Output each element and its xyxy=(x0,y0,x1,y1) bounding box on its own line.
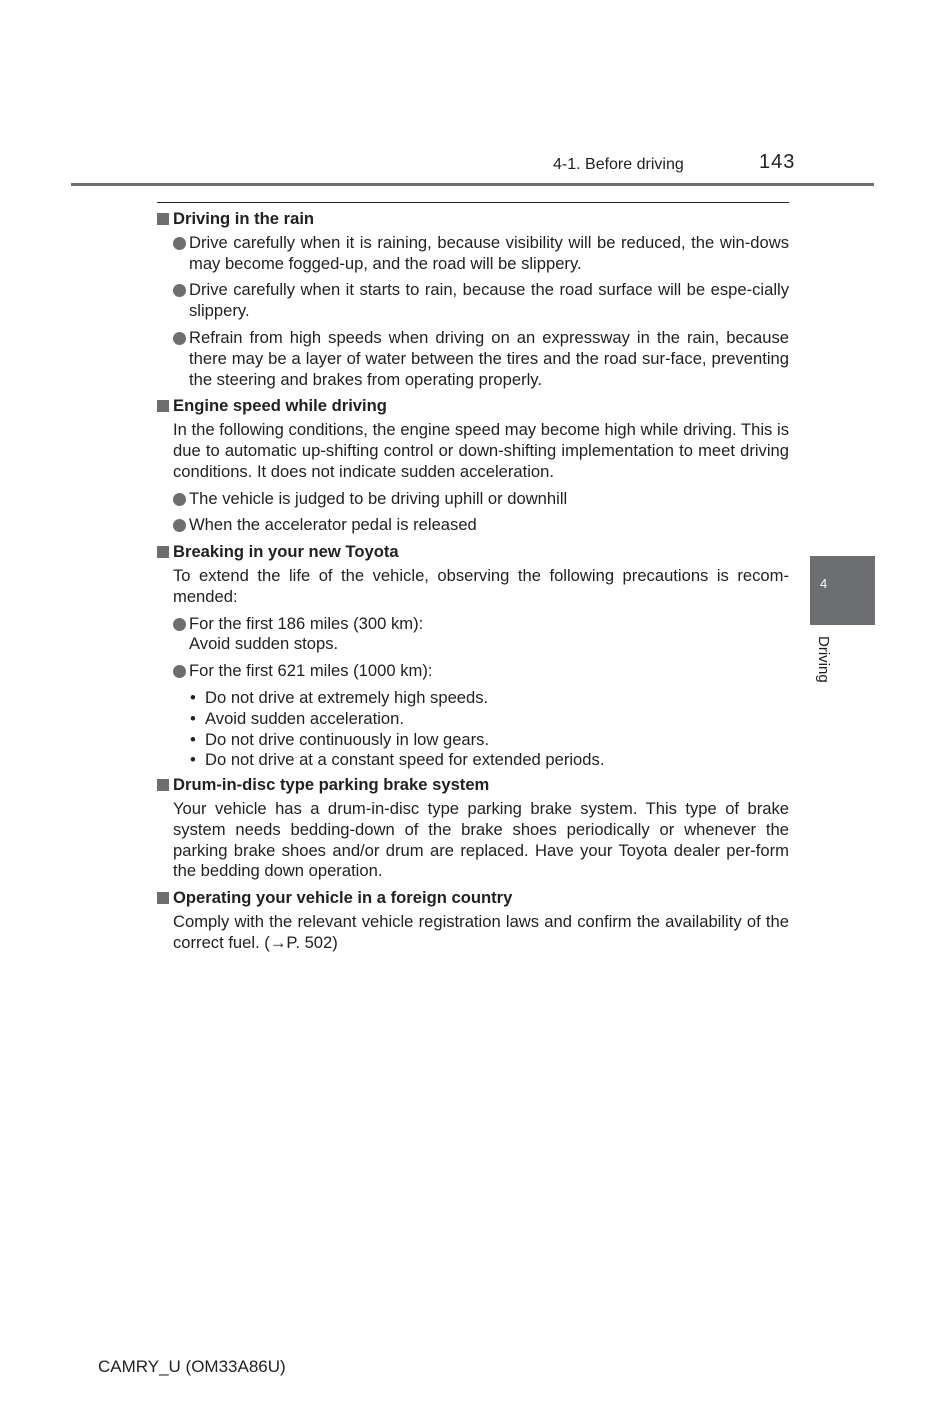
sub-list-item-text: Avoid sudden acceleration. xyxy=(205,708,404,728)
section-paragraph: Comply with the relevant vehicle registration laws and confirm the availability of the correct fuel. (→P. 502) xyxy=(173,911,789,952)
page-number: 143 xyxy=(759,151,796,173)
list-item-text: Avoid sudden stops. xyxy=(189,634,339,654)
list-item xyxy=(173,661,789,682)
section-heading-text: Engine speed while driving xyxy=(173,396,387,416)
header-rule xyxy=(71,183,874,186)
sub-list-item xyxy=(189,688,789,709)
sub-list-item xyxy=(189,730,789,751)
section-paragraph: In the following conditions, the engine speed may become high while driving. This is due to automatic up-shifting control or down-shifting implementation to meet driving conditions. It does not indicate sudden acceleration. xyxy=(173,420,789,481)
sub-list-item xyxy=(189,750,789,771)
section-heading-text: Drum-in-disc type parking brake system xyxy=(173,775,490,795)
dot-bullet-icon: • xyxy=(190,729,196,749)
circle-bullet-icon xyxy=(173,237,186,250)
section-heading-text: Breaking in your new Toyota xyxy=(173,542,399,562)
content-rule xyxy=(157,202,789,203)
header-section-title: 4-1. Before driving xyxy=(553,156,684,173)
section-parking-brake xyxy=(157,775,789,882)
section-heading xyxy=(157,775,789,796)
list-item xyxy=(173,280,789,322)
section-heading xyxy=(157,396,789,417)
list-item xyxy=(173,614,789,656)
circle-bullet-icon xyxy=(173,284,186,297)
dot-bullet-icon: • xyxy=(190,708,196,728)
list-item-text: For the first 186 miles (300 km): xyxy=(189,613,424,633)
section-driving-in-rain xyxy=(157,209,789,390)
square-bullet-icon xyxy=(157,779,169,791)
section-paragraph: Your vehicle has a drum-in-disc type parking brake system. This type of brake system needs bedding-down of the brake shoes periodically or whenever the parking brake shoes and/or drum are replaced. Have your Toyota dealer per-form the bedding down operation. xyxy=(173,798,789,881)
section-foreign-country xyxy=(157,888,789,953)
section-breaking-in xyxy=(157,542,789,771)
list-item-text: The vehicle is judged to be driving uphill or downhill xyxy=(189,488,568,508)
sub-list-item xyxy=(189,709,789,730)
circle-bullet-icon xyxy=(173,332,186,345)
chapter-tab-number: 4 xyxy=(820,576,828,591)
list-item xyxy=(173,233,789,275)
sub-list-item-text: Do not drive continuously in low gears. xyxy=(205,729,490,749)
square-bullet-icon xyxy=(157,400,169,412)
section-heading xyxy=(157,542,789,563)
page-content xyxy=(157,209,789,960)
circle-bullet-icon xyxy=(173,618,186,631)
section-heading xyxy=(157,888,789,909)
section-heading-text: Driving in the rain xyxy=(173,209,315,228)
square-bullet-icon xyxy=(157,546,169,558)
circle-bullet-icon xyxy=(173,519,186,532)
document-code: CAMRY_U (OM33A86U) xyxy=(98,1357,286,1376)
list-item xyxy=(173,515,789,536)
sub-list-item-text: Do not drive at a constant speed for extended periods. xyxy=(205,750,605,770)
dot-bullet-icon: • xyxy=(190,750,196,770)
square-bullet-icon xyxy=(157,892,169,904)
sub-list-item-text: Do not drive at extremely high speeds. xyxy=(205,687,489,707)
section-heading-text: Operating your vehicle in a foreign country xyxy=(173,888,513,908)
list-item xyxy=(173,328,789,390)
list-item-text: Drive carefully when it is raining, because visibility will be reduced, the win-dows may become fogged-up, and the road will be slippery. xyxy=(189,232,789,273)
section-heading xyxy=(157,209,789,230)
list-item xyxy=(173,489,789,510)
list-item-text: Refrain from high speeds when driving on an expressway in the rain, because there may be a layer of water between the tires and the road sur-face, preventing the steering and brakes from operating properly. xyxy=(189,327,789,389)
sub-list xyxy=(189,688,789,771)
list-item-text: For the first 621 miles (1000 km): xyxy=(189,661,433,681)
chapter-tab-label: Driving xyxy=(815,636,832,683)
circle-bullet-icon xyxy=(173,493,186,506)
circle-bullet-icon xyxy=(173,665,186,678)
section-engine-speed xyxy=(157,396,789,536)
square-bullet-icon xyxy=(157,213,169,225)
section-paragraph: To extend the life of the vehicle, observing the following precautions is recom-mended: xyxy=(173,565,789,606)
dot-bullet-icon: • xyxy=(190,687,196,707)
list-item-text: Drive carefully when it starts to rain, because the road surface will be espe-cially slippery. xyxy=(189,280,789,321)
list-item-text: When the accelerator pedal is released xyxy=(189,515,477,535)
